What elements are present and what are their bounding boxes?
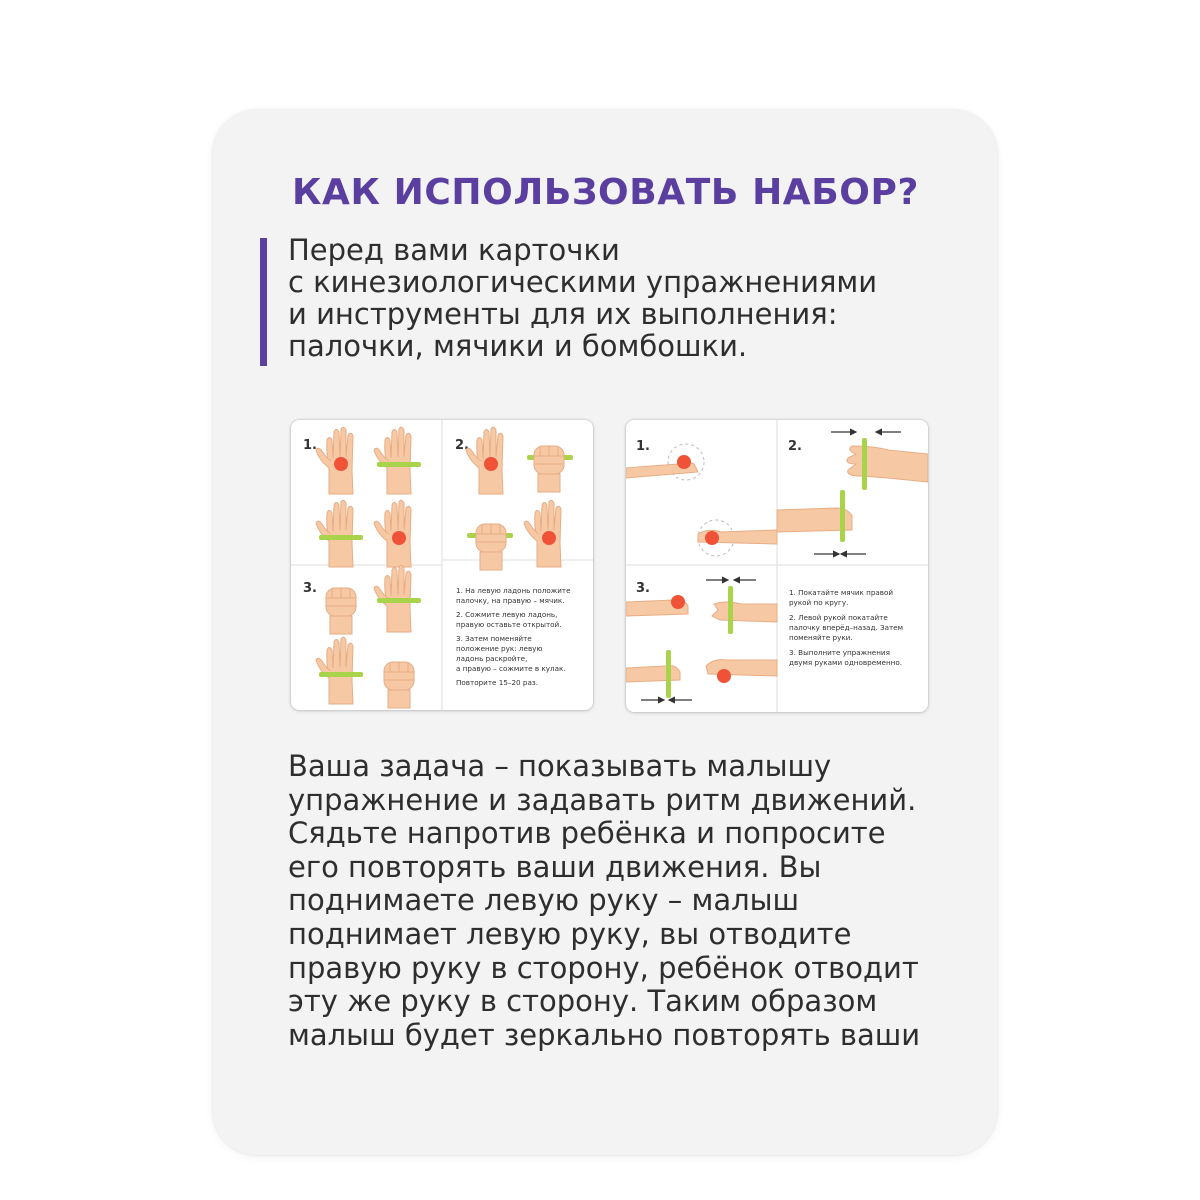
open-palm-icon — [374, 427, 411, 494]
ball-icon — [392, 531, 406, 545]
step-number: 3. — [303, 581, 317, 596]
example-right-illustration — [626, 420, 928, 712]
intro-line: с кинезиологическими упражнениями — [288, 265, 878, 299]
instruction-line: 2. Левой рукой покатайте — [789, 613, 888, 622]
body-line: малыш будет зеркально повторять ваши — [288, 1017, 921, 1052]
stick-icon — [728, 586, 733, 634]
example-card-right — [626, 420, 928, 712]
instruction-line: а правую – сожмите в кулак. — [456, 664, 566, 673]
open-palm-icon — [316, 637, 353, 704]
card-title: КАК ИСПОЛЬЗОВАТЬ НАБОР? — [292, 172, 919, 213]
fist-icon — [476, 524, 506, 570]
stick-icon — [319, 672, 363, 677]
body-line: поднимаете левую руку – малыш — [288, 883, 800, 918]
ball-icon — [484, 457, 498, 471]
example-left-illustration — [291, 420, 593, 710]
step-number: 2. — [455, 438, 469, 453]
ball-icon — [705, 531, 719, 545]
ball-icon — [671, 595, 685, 609]
stick-icon — [666, 650, 671, 698]
instruction-line: двумя руками одновременно. — [789, 658, 903, 667]
instruction-line: 3. Затем поменяйте — [456, 634, 532, 643]
instruction-line: палочку, на правую – мячик. — [456, 596, 565, 605]
ball-icon — [677, 455, 691, 469]
ball-icon — [542, 531, 556, 545]
instruction-line: палочку вперёд–назад. Затем — [789, 623, 904, 632]
instruction-line: ладонь раскройте, — [456, 654, 528, 663]
stick-icon — [319, 535, 363, 540]
ball-icon — [334, 457, 348, 471]
instruction-line: рукой по кругу. — [789, 598, 849, 607]
open-palm-icon — [847, 446, 928, 482]
body-line: эту же руку в сторону. Таким образом — [288, 984, 878, 1019]
intro-line: и инструменты для их выполнения: — [288, 297, 838, 331]
instruction-line: 2. Сожмите левую ладонь, — [456, 610, 558, 619]
stick-icon — [377, 462, 421, 467]
instruction-line: 1. На левую ладонь положите — [456, 586, 571, 595]
step-number: 1. — [636, 439, 650, 454]
fist-icon — [534, 446, 564, 492]
open-palm-icon — [316, 500, 353, 567]
intro-line: палочки, мячики и бомбошки. — [288, 329, 748, 363]
instruction-line: поменяйте руки. — [789, 633, 853, 642]
open-palm-icon — [626, 666, 680, 682]
open-palm-icon — [706, 660, 777, 676]
open-palm-icon — [712, 602, 777, 622]
instruction-card — [213, 110, 997, 1155]
instruction-line: Повторите 15–20 раз. — [456, 678, 538, 687]
instructions-left — [456, 586, 571, 687]
body-text — [288, 750, 920, 1052]
stick-icon — [377, 598, 421, 603]
ball-icon — [717, 669, 731, 683]
intro-accent-bar — [260, 238, 267, 366]
body-line: правую руку в сторону, ребёнок отводит — [288, 950, 919, 985]
body-line: поднимает левую руку, вы отводите — [288, 916, 852, 951]
open-palm-icon — [316, 427, 353, 494]
intro-line: Перед вами карточки — [288, 233, 620, 267]
instructions-right — [789, 588, 903, 667]
intro-text — [288, 234, 877, 362]
body-line: его повторять ваши движения. Вы — [288, 849, 822, 884]
open-palm-icon — [374, 500, 411, 567]
open-palm-icon — [466, 427, 503, 494]
fist-icon — [384, 662, 414, 708]
example-card-left — [291, 420, 593, 710]
stick-icon — [862, 438, 867, 490]
body-line: Сядьте напротив ребёнка и попросите — [288, 816, 886, 851]
open-palm-icon — [524, 500, 561, 567]
instruction-line: правую оставьте открытой. — [456, 620, 562, 629]
body-line: упражнение и задавать ритм движений. — [288, 782, 917, 817]
step-number: 1. — [303, 438, 317, 453]
fist-icon — [326, 588, 356, 634]
instruction-line: 3. Выполните упражнения — [789, 648, 890, 657]
step-number: 2. — [788, 439, 802, 454]
step-number: 3. — [636, 581, 650, 596]
stick-icon — [840, 490, 845, 542]
instruction-line: положение рук: левую — [456, 644, 543, 653]
body-line: Ваша задача – показывать малышу — [288, 749, 832, 783]
instruction-line: 1. Покатайте мячик правой — [789, 588, 894, 597]
